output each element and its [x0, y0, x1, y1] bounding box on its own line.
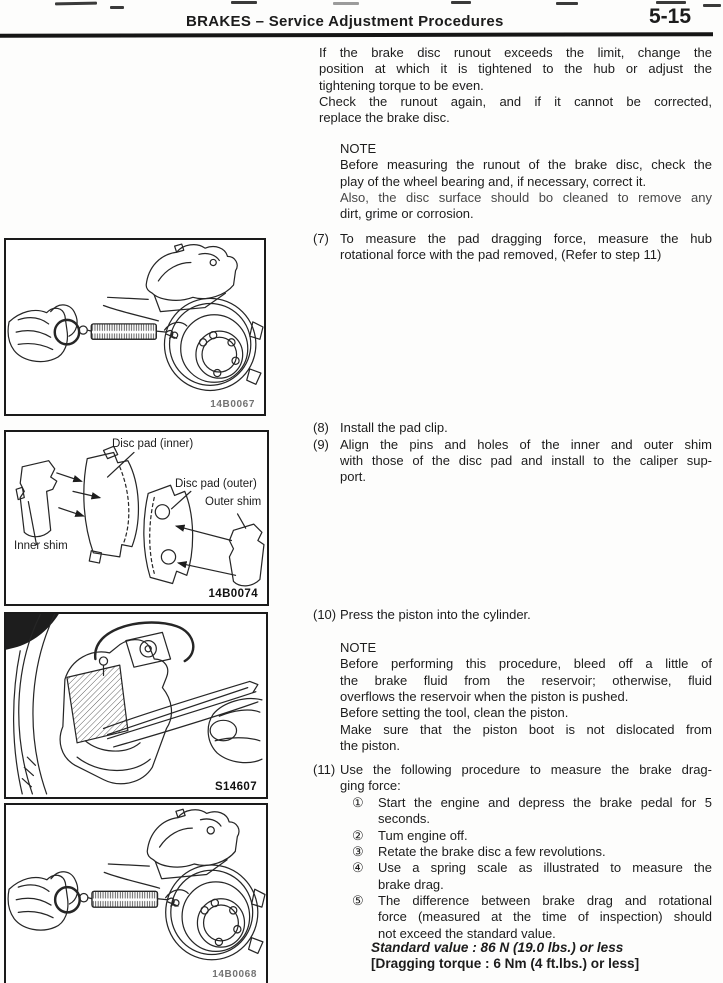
step-11 [313, 762, 712, 795]
text-line: port. [340, 469, 367, 485]
text-line: Make sure that the piston boot is not dislocated from [340, 721, 712, 737]
text-line: Use the following procedure to measure the brake drag- [340, 762, 712, 777]
substep-5 [352, 893, 712, 942]
scan-artifact [333, 2, 359, 5]
page-number: 5-15 [649, 5, 692, 28]
text-line: with those of the disc pad and install to the caliper sup- [340, 452, 712, 468]
label-disc-pad-outer: Disc pad (outer) [175, 478, 257, 490]
substep-number: ③ [352, 844, 364, 860]
substep-number: ① [352, 795, 364, 810]
spring-scale-hub-illustration [6, 240, 264, 414]
label-inner-shim: Inner shim [14, 540, 68, 552]
note-label: NOTE [340, 640, 377, 655]
text-line: Check the runout again, and if it cannot be corrected, [319, 94, 712, 110]
text-line: Before setting the tool, clean the piston. [340, 705, 569, 721]
item-number: (10) [313, 607, 337, 622]
header-rule [0, 32, 713, 37]
substep-list [352, 795, 712, 942]
standard-value-line: Standard value : 86 N (19.0 lbs.) or less [371, 940, 624, 955]
label-outer-shim: Outer shim [205, 496, 262, 508]
text-line: Press the piston into the cylinder. [340, 607, 531, 622]
scan-artifact [110, 6, 124, 9]
substep-4 [352, 860, 712, 893]
text-line: overflows the reservoir when the piston is pushed. [340, 689, 629, 705]
disc-pad-shim-illustration [6, 432, 267, 604]
text-line: Before measuring the runout of the brake disc, check the [340, 157, 712, 173]
item-number: (9) [313, 436, 329, 452]
text-line: position at which it is tightened to the hub or adjust the [319, 61, 712, 77]
text-line: Use a spring scale as illustrated to measure the [378, 860, 712, 876]
text-line: not exceed the standard value. [378, 925, 556, 941]
text-line: Align the pins and holes of the inner and outer shim [340, 436, 712, 452]
figure-brake-drag-measure [4, 803, 268, 983]
substep-number: ⑤ [352, 893, 364, 909]
figure-press-piston [4, 612, 268, 799]
text-line: Before performing this procedure, bleed off a little of [340, 656, 712, 672]
text-line: Tum engine off. [378, 827, 468, 843]
intro-paragraph [319, 45, 712, 127]
text-line: Also, the disc surface should bo cleaned to remove any [340, 190, 712, 206]
scan-artifact [556, 2, 578, 5]
text-line: force (measured at the time of inspection) should [378, 909, 712, 925]
text-line: replace the brake disc. [319, 110, 450, 126]
scan-artifact [656, 1, 686, 4]
note-label: NOTE [340, 141, 377, 156]
text-line: seconds. [378, 811, 431, 827]
text-line: Start the engine and depress the brake pedal for 5 [378, 795, 712, 810]
text-line: brake drag. [378, 876, 444, 892]
substep-number: ② [352, 827, 364, 843]
substep-3 [352, 844, 712, 860]
text-line: the brake fluid from the reservoir; otherwise, fluid [340, 672, 712, 688]
text-line: the piston. [340, 738, 400, 754]
dragging-torque-line: [Dragging torque : 6 Nm (4 ft.lbs.) or less] [371, 956, 640, 972]
text-line: rotational force with the pad removed, (Refer to step 11) [340, 247, 662, 263]
text-line: dirt, grime or corrosion. [340, 206, 474, 222]
scan-artifact [231, 1, 257, 4]
text-line: play of the wheel bearing and, if necessary, correct it. [340, 173, 647, 189]
label-disc-pad-inner: Disc pad (inner) [112, 438, 194, 450]
text-line: If the brake disc runout exceeds the limit, change the [319, 45, 712, 60]
step-8 [313, 420, 712, 436]
text-line: tightening torque to be even. [319, 77, 484, 93]
text-line: To measure the pad dragging force, measure the hub [340, 231, 712, 246]
substep-1 [352, 795, 712, 828]
figure-disc-pads-shims [4, 430, 269, 606]
figure-code: 14B0067 [210, 399, 255, 410]
note-block-2 [340, 640, 712, 754]
item-number: (7) [313, 231, 329, 246]
figure-code: 14B0074 [208, 588, 258, 600]
item-number: (11) [313, 762, 336, 777]
substep-number: ④ [352, 860, 364, 876]
step-9 [313, 437, 712, 486]
item-number: (8) [313, 420, 329, 435]
scan-artifact [451, 1, 471, 4]
spring-scale-hub-illustration [6, 805, 266, 983]
figure-code: 14B0068 [212, 969, 257, 980]
text-line: Retate the brake disc a few revolutions. [378, 844, 606, 860]
page-header-title: BRAKES – Service Adjustment Procedures [186, 13, 504, 30]
standard-value-block [371, 940, 639, 973]
piston-press-illustration [6, 614, 266, 797]
text-line: The difference between brake drag and rotational [378, 893, 712, 909]
text-line: Install the pad clip. [340, 420, 448, 435]
step-10 [313, 607, 712, 623]
text-line: ging force: [340, 778, 401, 794]
substep-2 [352, 828, 712, 844]
scan-artifact [703, 4, 721, 7]
figure-code: S14607 [214, 781, 257, 793]
scan-artifact [55, 2, 97, 6]
note-block-1 [340, 141, 712, 223]
step-7 [313, 231, 712, 264]
figure-hub-rotational-force [4, 238, 266, 416]
